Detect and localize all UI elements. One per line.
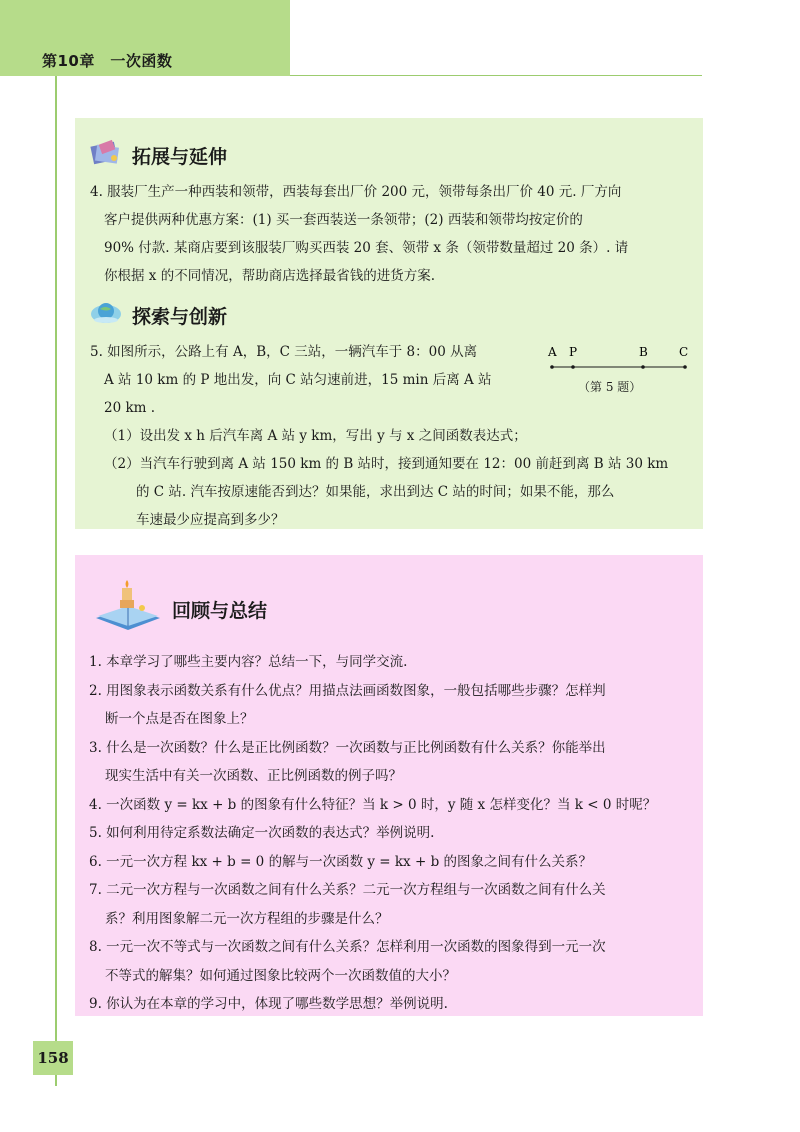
list-item: 7. 二元一次方程与一次函数之间有什么关系？二元一次方程组与一次函数之间有什么关 [89, 882, 606, 898]
globe-icon [88, 298, 124, 333]
list-item-continuation: 系？利用图象解二元一次方程组的步骤是什么？ [105, 910, 389, 927]
sub2-line: （2）当汽车行驶到离 A 站 150 km 的 B 站时，接到通知要在 12：00 前赶到离 B 站 30 km [104, 456, 669, 472]
review-item-5 [89, 819, 699, 848]
review-list [89, 648, 699, 1019]
review-title: 回顾与总结 [172, 600, 268, 622]
review-item-7 [89, 876, 699, 933]
list-item: 4. 一次函数 y = kx + b 的图象有什么特征？当 k > 0 时，y 随 x 怎样变化？当 k < 0 时呢？ [89, 796, 657, 813]
figure-caption: （第 5 题） [578, 380, 642, 394]
sub2-line: 的 C 站. 汽车按原速能否到达？如果能，求出到达 C 站的时间；如果不能，那么 [136, 484, 615, 500]
chapter-title: 第10章 一次函数 [42, 52, 173, 70]
review-heading [92, 578, 267, 641]
review-item-1 [89, 648, 699, 677]
margin-rule [55, 76, 57, 1086]
point-c [683, 365, 687, 369]
figure-label-a: A [548, 345, 557, 359]
problem-5-sub2 [104, 450, 704, 534]
explore-heading [88, 298, 227, 333]
problem-4-line: 你根据 x 的不同情况，帮助商店选择最省钱的进货方案. [104, 268, 435, 284]
review-item-3 [89, 734, 699, 791]
problem-4-line: 90% 付款. 某商店要到该服装厂购买西装 20 套、领带 x 条（领带数量超过 20 条）. 请 [104, 240, 629, 256]
review-item-8 [89, 933, 699, 990]
problem-5 [90, 338, 535, 422]
figure-label-b: B [639, 345, 648, 359]
point-p [571, 365, 575, 369]
extension-heading [88, 138, 227, 173]
review-item-9 [89, 990, 699, 1019]
review-item-2 [89, 677, 699, 734]
extension-title: 拓展与延伸 [132, 146, 228, 168]
list-item: 8. 一元一次不等式与一次函数之间有什么关系？怎样利用一次函数的图象得到一元一次 [89, 939, 606, 955]
problem-5-sub1: （1）设出发 x h 后汽车离 A 站 y km，写出 y 与 x 之间函数表达式； [104, 428, 527, 444]
list-item: 5. 如何利用待定系数法确定一次函数的表达式？举例说明. [89, 825, 435, 841]
problem-4 [90, 178, 690, 290]
review-item-4 [89, 791, 699, 820]
problem-5-line: A 站 10 km 的 P 地出发，向 C 站匀速前进，15 min 后离 A 站 [104, 372, 492, 388]
problem-5-line: 5. 如图所示，公路上有 A，B，C 三站，一辆汽车于 8：00 从离 [90, 344, 478, 360]
list-item: 6. 一元一次方程 kx + b = 0 的解与一次函数 y = kx + b 的图象之间有什么关系？ [89, 853, 592, 870]
open-book-candle-icon [92, 578, 164, 641]
book-stack-icon [88, 138, 124, 173]
point-b [641, 365, 645, 369]
list-item-continuation: 不等式的解集？如何通过图象比较两个一次函数值的大小？ [105, 967, 456, 984]
review-item-6 [89, 848, 699, 877]
figure-label-p: P [569, 345, 578, 359]
problem-5-line: 20 km . [104, 400, 156, 416]
list-item: 1. 本章学习了哪些主要内容？总结一下，与同学交流. [89, 654, 408, 670]
header-rule [290, 75, 702, 76]
list-item: 2. 用图象表示函数关系有什么优点？用描点法画函数图象，一般包括哪些步骤？怎样判 [89, 682, 606, 699]
list-item-continuation: 现实生活中有关一次函数、正比例函数的例子吗？ [105, 768, 402, 784]
list-item: 9. 你认为在本章的学习中，体现了哪些数学思想？举例说明. [89, 996, 448, 1012]
figure-label-c: C [679, 345, 689, 359]
problem-4-line: 4. 服装厂生产一种西装和领带，西装每套出厂价 200 元，领带每条出厂价 40 元. 厂方向 [90, 184, 622, 200]
explore-title: 探索与创新 [132, 306, 228, 328]
problem-4-line: 客户提供两种优惠方案：(1) 买一套西装送一条领带；(2) 西装和领带均按定价的 [104, 212, 583, 228]
page-number: 158 [33, 1041, 73, 1075]
list-item: 3. 什么是一次函数？什么是正比例函数？一次函数与正比例函数有什么关系？你能举出 [89, 739, 606, 756]
sub2-line: 车速最少应提高到多少？ [136, 512, 285, 528]
list-item-continuation: 断一个点是否在图象上？ [105, 711, 254, 727]
point-a [550, 365, 554, 369]
